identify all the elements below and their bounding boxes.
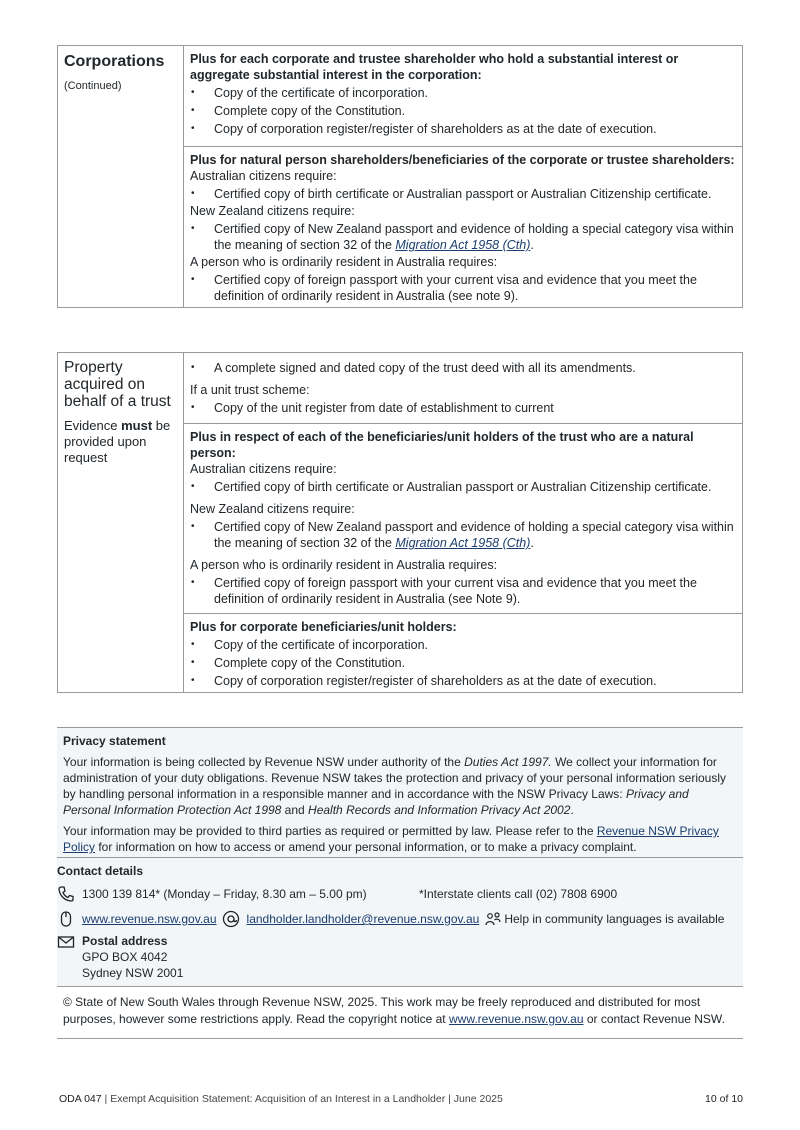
corporate-beneficiaries-section [184, 614, 742, 692]
corporations-requirements [184, 46, 742, 307]
form-code: ODA 047 [59, 1093, 102, 1105]
nz-label: New Zealand citizens require: [190, 204, 355, 218]
email-link[interactable]: landholder.landholder@revenue.nsw.gov.au [246, 912, 480, 926]
privacy-title: Privacy statement [63, 734, 166, 748]
item-text: Certified copy of New Zealand passport and evidence of holding a special category visa within the meaning of section 32 of the [214, 222, 734, 252]
corporations-label-cell [58, 46, 184, 307]
item-text: Certified copy of New Zealand passport and evidence of holding a special category visa within the meaning of section 32 of the [214, 520, 734, 550]
evidence-text-end: be provided upon request [64, 418, 171, 465]
list-item: • A complete signed and dated copy of the trust deed with all its amendments. [190, 360, 736, 376]
list-item: • Complete copy of the Constitution. [190, 655, 736, 671]
evidence-text: Evidence [64, 418, 122, 433]
corporate-shareholder-section [184, 46, 742, 147]
migration-act-link[interactable]: Migration Act 1958 (Cth) [395, 536, 531, 550]
postal-line-2: Sydney NSW 2001 [82, 966, 184, 980]
privacy-statement [57, 727, 743, 860]
form-date: June 2025 [453, 1093, 503, 1105]
postal-title: Postal address [82, 934, 168, 948]
privacy-text: and [281, 803, 309, 817]
trust-table [57, 352, 743, 693]
list-item: • Copy of corporation register/register of shareholders as at the date of execution. [190, 673, 736, 689]
section-heading: Plus in respect of each of the beneficiaries/unit holders of the trust who are a natural person: [190, 430, 694, 460]
at-icon [222, 910, 240, 928]
page-number: 10 of 10 [705, 1093, 743, 1105]
list-item [190, 221, 736, 253]
resident-label: A person who is ordinarily resident in Australia requires: [190, 255, 498, 269]
evidence-bold: must [121, 418, 153, 433]
languages-text: Help in community languages is available [504, 912, 725, 926]
evidence-note [64, 418, 177, 466]
trust-requirements [184, 353, 742, 692]
section-heading: Plus for each corporate and trustee shareholder who hold a substantial interest or aggregate substantial interest in the corporation: [190, 52, 679, 82]
privacy-policy-link[interactable]: Revenue NSW Privacy Policy [63, 824, 719, 854]
natural-person-section [184, 147, 742, 307]
mail-icon [57, 933, 75, 951]
au-label: Australian citizens require: [190, 462, 337, 476]
postal-row [57, 933, 743, 981]
form-title: Exempt Acquisition Statement: Acquisition of an Interest in a Landholder [110, 1093, 446, 1105]
interstate-text: *Interstate clients call (02) 7808 6900 [419, 887, 618, 901]
trust-title: Property acquired on behalf of a trust [64, 359, 171, 410]
privacy-text: Your information is being collected by Revenue NSW under authority of the [63, 755, 465, 769]
contact-title: Contact details [57, 864, 144, 878]
duties-act: Duties Act 1997. [464, 755, 552, 769]
list-item: • Certified copy of foreign passport with your current visa and evidence that you meet the definition of ordinarily resident in Australia (see note 9). [190, 272, 736, 304]
corporations-title: Corporations [64, 53, 165, 70]
phone-icon [57, 885, 75, 903]
privacy-text: . [570, 803, 574, 817]
list-item: • Copy of the certificate of incorporation. [190, 85, 736, 101]
list-item: • Certified copy of birth certificate or Australian passport or Australian Citizenship certificate. [190, 479, 736, 495]
copyright-link[interactable]: www.revenue.nsw.gov.au [448, 1012, 584, 1026]
ppip-act: Privacy and Personal Information Protection Act 1998 [63, 787, 689, 817]
corporations-table [57, 45, 743, 308]
mouse-icon [57, 910, 75, 928]
trust-deed-section [184, 353, 742, 424]
beneficiaries-section [184, 424, 742, 614]
section-heading: Plus for natural person shareholders/beneficiaries of the corporate or trustee shareholders: [190, 153, 735, 167]
resident-label: A person who is ordinarily resident in Australia requires: [190, 558, 498, 572]
list-item: • Copy of the certificate of incorporation. [190, 637, 736, 653]
health-records-act: Health Records and Information Privacy Act 2002 [308, 803, 571, 817]
privacy-text: We collect your information for administration of your duty obligations. Revenue NSW takes the protection and privacy of your personal information seriously by handling personal information in a responsible manner and in accordance with the NSW Privacy Laws: [63, 755, 727, 801]
au-label: Australian citizens require: [190, 169, 337, 183]
postal-address [82, 933, 183, 981]
list-item: • Complete copy of the Constitution. [190, 103, 736, 119]
copyright-text: © State of New South Wales through Revenue NSW, 2025. This work may be freely reproduced and distributed for most purposes, however some restrictions apply. Read the copyright notice at [63, 995, 701, 1026]
privacy-text: for information on how to access or amend your personal information, or to make a privacy complaint. [95, 840, 637, 854]
unit-trust-label: If a unit trust scheme: [190, 383, 310, 397]
footer-left: ODA 047 | Exempt Acquisition Statement: Acquisition of an Interest in a Landholder | June 2025 [59, 1093, 503, 1105]
copyright-text-end: or contact Revenue NSW. [583, 1012, 725, 1026]
item-text-end: . [530, 238, 534, 252]
list-item [190, 519, 736, 551]
section-heading: Plus for corporate beneficiaries/unit holders: [190, 620, 457, 634]
contact-details [57, 857, 743, 986]
list-item: • Copy of the unit register from date of establishment to current [190, 400, 736, 416]
web-row [57, 910, 743, 928]
list-item: • Certified copy of birth certificate or Australian passport or Australian Citizenship certificate. [190, 186, 736, 202]
phone-row [57, 885, 743, 903]
migration-act-link[interactable]: Migration Act 1958 (Cth) [395, 238, 531, 252]
continued-label: (Continued) [64, 80, 122, 92]
people-icon [484, 910, 502, 928]
page-footer [59, 1091, 743, 1107]
privacy-paragraph-2 [63, 823, 737, 855]
list-item: • Certified copy of foreign passport with your current visa and evidence that you meet the definition of ordinarily resident in Australia (see Note 9). [190, 575, 736, 607]
phone-text: 1300 139 814* (Monday – Friday, 8.30 am – 5.00 pm) [82, 887, 367, 901]
list-item: • Copy of corporation register/register of shareholders as at the date of execution. [190, 121, 736, 137]
privacy-paragraph-1 [63, 754, 737, 818]
nz-label: New Zealand citizens require: [190, 502, 355, 516]
item-text-end: . [530, 536, 534, 550]
privacy-text: Your information may be provided to third parties as required or permitted by law. Please refer to the [63, 824, 597, 838]
postal-line-1: GPO BOX 4042 [82, 950, 168, 964]
website-link[interactable]: www.revenue.nsw.gov.au [82, 912, 217, 926]
trust-label-cell [58, 353, 184, 692]
copyright-notice [57, 986, 743, 1039]
